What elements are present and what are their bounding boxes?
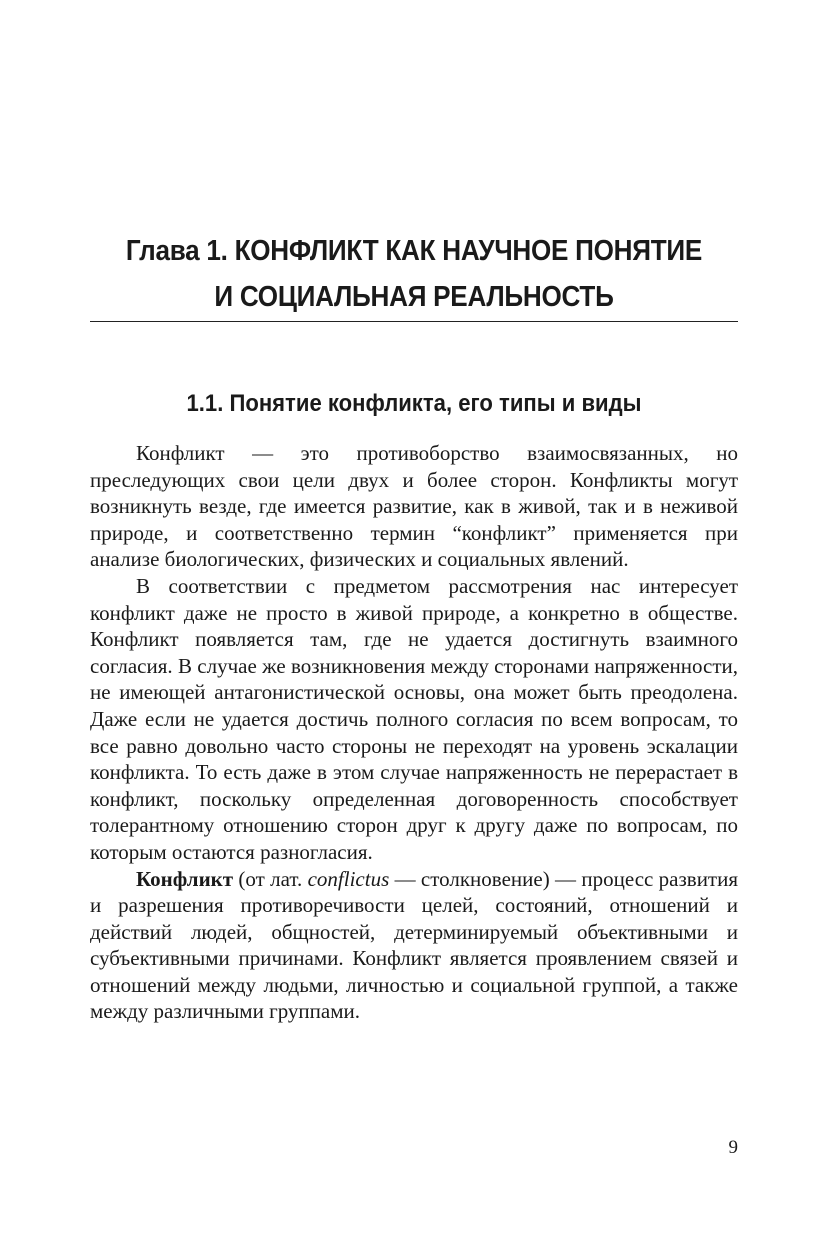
definition-term: Конфликт — [136, 866, 234, 891]
body-text — [90, 440, 738, 1025]
page-number: 9 — [728, 1137, 738, 1158]
paragraph-3 — [90, 866, 738, 1026]
definition-intro: (от лат. — [233, 866, 308, 891]
chapter-title — [122, 228, 705, 320]
definition-text: — столкновение) — процесс развития и разрешения противоречивости целей, состояний, отношений и действий людей, общностей, детерминируемый объективными и субъективными причинами. Конфликт является проявлением связей и отношений между людьми, личностью и социальной группой, а также между различными группами. — [90, 866, 739, 1024]
chapter-title-line-1: Глава 1. КОНФЛИКТ КАК НАУЧНОЕ ПОНЯТИЕ — [125, 235, 703, 267]
paragraph-1: Конфликт — это противоборство взаимосвязанных, но преследующих свои цели двух и более сторон. Конфликты могут возникнуть везде, где имеется развитие, как в живой, так и в неживой природе, и соответственно термин “конфликт” применяется при анализе биологических, физических и социальных явлений. — [90, 441, 738, 572]
chapter-title-line-2: И СОЦИАЛЬНАЯ РЕАЛЬНОСТЬ — [214, 281, 614, 313]
latin-word: conflictus — [307, 866, 390, 891]
paragraph-2: В соответствии с предметом рассмотрения нас интересует конфликт даже не просто в живой природе, а конкретно в обществе. Конфликт появляется там, где не удается достигнуть взаимного согласия. В случае же возникновения между сторонами напряженности, не имеющей антагонистической основы, она может быть преодолена. Даже если не удается достичь полного согласия по всем вопросам, то все равно довольно часто стороны не переходят на уровень эскалации конфликта. То есть даже в этом случае напряженность не перерастает в конфликт, поскольку определенная договоренность способствует толерантному отношению сторон друг к другу даже по вопросам, по которым остаются разногласия. — [90, 573, 738, 864]
section-title: 1.1. Понятие конфликта, его типы и виды — [186, 390, 642, 417]
chapter-divider — [90, 321, 738, 322]
